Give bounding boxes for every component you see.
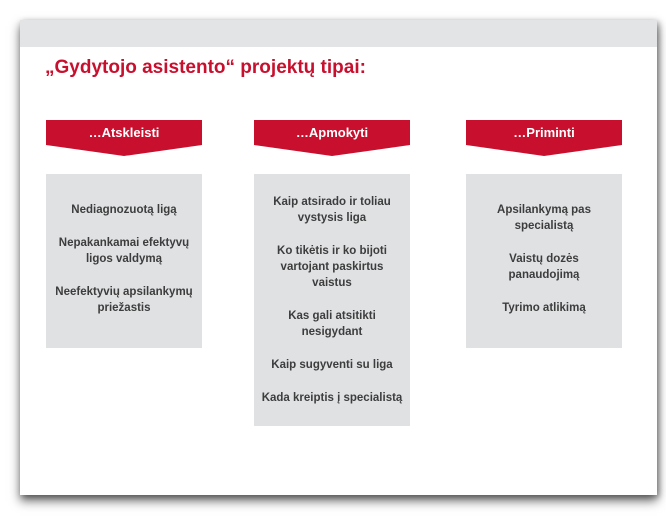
list-item: Apsilankymą pas specialistą (497, 204, 591, 232)
column-header-banner (46, 120, 202, 156)
column-header-label: …Apmokyti (295, 125, 369, 140)
column-priminti (466, 120, 622, 314)
column-header-banner (466, 120, 622, 156)
slide (20, 20, 657, 495)
list-item: Tyrimo atlikimą (502, 302, 586, 314)
list-item: Nediagnozuotą ligą (71, 204, 177, 216)
slide-top-bar (20, 20, 657, 47)
list-item: Nepakankamai efektyvų ligos valdymą (58, 237, 190, 265)
column-atskleisti (46, 120, 202, 314)
list-item: Kada kreiptis į specialistą (261, 392, 403, 404)
list-item: Kaip atsirado ir toliau vystysis liga (273, 196, 391, 224)
column-header-banner (254, 120, 410, 156)
column-content-box (254, 174, 410, 426)
column-header-label: …Priminti (513, 125, 575, 140)
column-header-label: …Atskleisti (88, 125, 160, 140)
list-item: Vaistų dozės panaudojimą (508, 253, 580, 281)
list-item: Neefektyvių apsilankymų priežastis (55, 286, 193, 314)
column-content-box (46, 174, 202, 348)
list-item: Ko tikėtis ir ko bijoti vartojant paskirtus vaistus (277, 245, 387, 289)
column-apmokyti (254, 120, 410, 404)
list-item: Kas gali atsitikti nesigydant (288, 310, 376, 338)
column-content-box (466, 174, 622, 348)
list-item: Kaip sugyventi su liga (271, 359, 393, 371)
slide-title: „Gydytojo asistento“ projektų tipai: (45, 57, 366, 78)
